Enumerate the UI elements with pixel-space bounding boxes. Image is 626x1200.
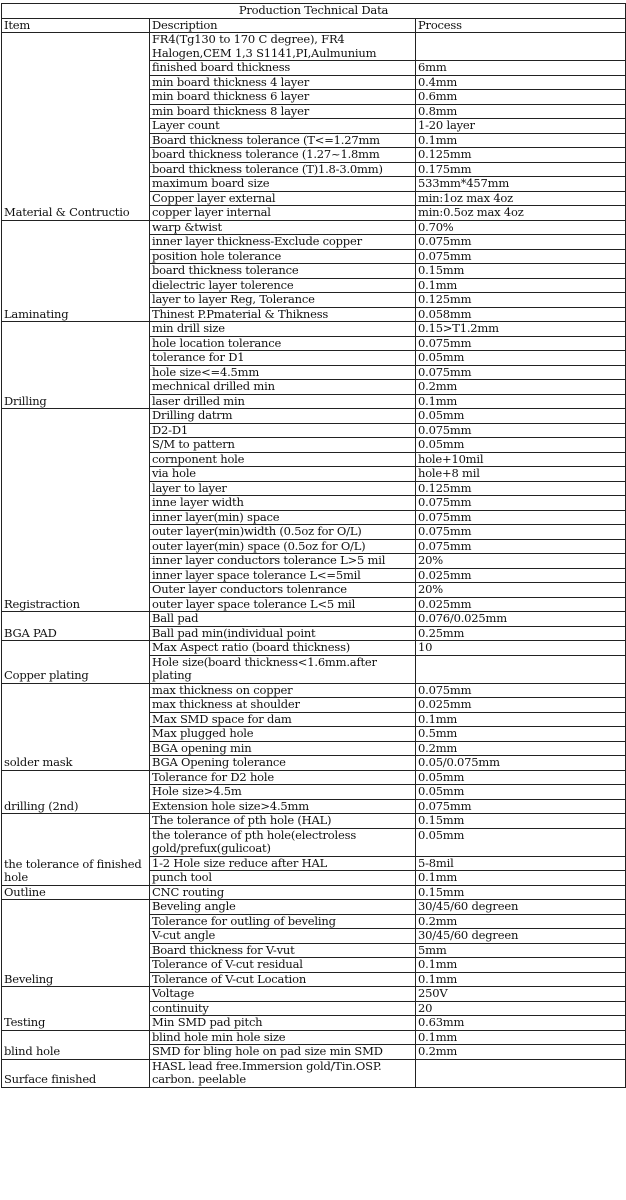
process-header: Process bbox=[416, 18, 626, 33]
item-group-label: blind hole bbox=[2, 1030, 150, 1059]
description-cell: outer layer space tolerance L<5 mil bbox=[150, 597, 416, 612]
description-cell: maximum board size bbox=[150, 177, 416, 192]
description-cell: Board thickness for V-vut bbox=[150, 943, 416, 958]
description-cell: Max Aspect ratio (board thickness) bbox=[150, 641, 416, 656]
process-cell: 0.1mm bbox=[416, 712, 626, 727]
process-cell: 0.075mm bbox=[416, 423, 626, 438]
description-cell: FR4(Tg130 to 170 C degree), FR4 Halogen,CEM 1,3 S1141,PI,Aulmunium bbox=[150, 33, 416, 61]
process-cell: 0.1mm bbox=[416, 1030, 626, 1045]
process-cell: 0.1mm bbox=[416, 871, 626, 886]
description-cell: Board thickness tolerance (T<=1.27mm bbox=[150, 133, 416, 148]
process-cell: 5-8mil bbox=[416, 856, 626, 871]
process-cell: 5mm bbox=[416, 943, 626, 958]
process-cell: 0.075mm bbox=[416, 336, 626, 351]
description-cell: inner layer conductors tolerance L>5 mil bbox=[150, 554, 416, 569]
description-cell: mechnical drilled min bbox=[150, 380, 416, 395]
item-group-label: Beveling bbox=[2, 900, 150, 987]
description-cell: 1-2 Hole size reduce after HAL bbox=[150, 856, 416, 871]
process-cell: 0.2mm bbox=[416, 380, 626, 395]
description-cell: via hole bbox=[150, 467, 416, 482]
description-cell: Voltage bbox=[150, 987, 416, 1002]
process-cell: 0.2mm bbox=[416, 1045, 626, 1060]
description-cell: max thickness on copper bbox=[150, 683, 416, 698]
process-cell: 0.05mm bbox=[416, 438, 626, 453]
item-group-label: Outline bbox=[2, 885, 150, 900]
description-cell: board thickness tolerance bbox=[150, 264, 416, 279]
description-cell: layer to layer Reg, Tolerance bbox=[150, 293, 416, 308]
table-row bbox=[2, 770, 626, 785]
table-row bbox=[2, 900, 626, 915]
description-cell: punch tool bbox=[150, 871, 416, 886]
process-cell: 0.15>T1.2mm bbox=[416, 322, 626, 337]
description-cell: layer to layer bbox=[150, 481, 416, 496]
description-cell: min drill size bbox=[150, 322, 416, 337]
process-cell: 0.05mm bbox=[416, 770, 626, 785]
description-cell: the tolerance of pth hole(electroless gold/prefux(gulicoat) bbox=[150, 828, 416, 856]
description-cell: Layer count bbox=[150, 119, 416, 134]
item-group-label: Material & Contructio bbox=[2, 33, 150, 221]
process-cell: 0.075mm bbox=[416, 365, 626, 380]
description-cell: laser drilled min bbox=[150, 394, 416, 409]
description-cell: Extension hole size>4.5mm bbox=[150, 799, 416, 814]
process-cell: 0.15mm bbox=[416, 885, 626, 900]
process-cell: hole+8 mil bbox=[416, 467, 626, 482]
description-cell: Thinest P.Pmaterial & Thikness bbox=[150, 307, 416, 322]
table-row bbox=[2, 409, 626, 424]
description-cell: BGA opening min bbox=[150, 741, 416, 756]
description-header: Description bbox=[150, 18, 416, 33]
process-cell: 0.1mm bbox=[416, 958, 626, 973]
process-cell: 0.25mm bbox=[416, 626, 626, 641]
process-cell: 20 bbox=[416, 1001, 626, 1016]
item-group-label: the tolerance of finished hole bbox=[2, 814, 150, 886]
description-cell: D2-D1 bbox=[150, 423, 416, 438]
process-cell: 0.05mm bbox=[416, 351, 626, 366]
description-cell: Hole size(board thickness<1.6mm.after plating bbox=[150, 655, 416, 683]
item-header: Item bbox=[2, 18, 150, 33]
table-row bbox=[2, 641, 626, 656]
process-cell: 0.025mm bbox=[416, 597, 626, 612]
process-cell: min:1oz max 4oz bbox=[416, 191, 626, 206]
item-group-label: Copper plating bbox=[2, 641, 150, 684]
description-cell: position hole tolerance bbox=[150, 249, 416, 264]
description-cell: Beveling angle bbox=[150, 900, 416, 915]
process-cell: hole+10mil bbox=[416, 452, 626, 467]
process-cell: 0.5mm bbox=[416, 727, 626, 742]
description-cell: Tolerance of V-cut residual bbox=[150, 958, 416, 973]
process-cell: 0.05mm bbox=[416, 828, 626, 856]
table-row bbox=[2, 987, 626, 1002]
description-cell: SMD for bling hole on pad size min SMD bbox=[150, 1045, 416, 1060]
description-cell: Min SMD pad pitch bbox=[150, 1016, 416, 1031]
description-cell: finished board thickness bbox=[150, 61, 416, 76]
description-cell: Ball pad bbox=[150, 612, 416, 627]
table-row bbox=[2, 1030, 626, 1045]
process-cell: 0.1mm bbox=[416, 394, 626, 409]
process-cell: 0.075mm bbox=[416, 235, 626, 250]
process-cell: 250V bbox=[416, 987, 626, 1002]
table-row bbox=[2, 814, 626, 829]
description-cell: Hole size>4.5m bbox=[150, 785, 416, 800]
table-row bbox=[2, 322, 626, 337]
table-row bbox=[2, 33, 626, 61]
title-row bbox=[2, 4, 626, 19]
process-cell: 0.075mm bbox=[416, 683, 626, 698]
description-cell: outer layer(min)width (0.5oz for O/L) bbox=[150, 525, 416, 540]
production-data-table bbox=[1, 3, 626, 1088]
process-cell: 0.075mm bbox=[416, 496, 626, 511]
description-cell: S/M to pattern bbox=[150, 438, 416, 453]
process-cell: 1-20 layer bbox=[416, 119, 626, 134]
description-cell: inner layer space tolerance L<=5mil bbox=[150, 568, 416, 583]
description-cell: dielectric layer tolerence bbox=[150, 278, 416, 293]
description-cell: inne layer width bbox=[150, 496, 416, 511]
process-cell: 0.125mm bbox=[416, 293, 626, 308]
process-cell: 0.05/0.075mm bbox=[416, 756, 626, 771]
process-cell: 0.6mm bbox=[416, 90, 626, 105]
description-cell: board thickness tolerance (1.27~1.8mm bbox=[150, 148, 416, 163]
description-cell: Copper layer external bbox=[150, 191, 416, 206]
description-cell: Max SMD space for dam bbox=[150, 712, 416, 727]
process-cell: 0.025mm bbox=[416, 698, 626, 713]
description-cell: V-cut angle bbox=[150, 929, 416, 944]
process-cell: 20% bbox=[416, 554, 626, 569]
description-cell: Tolerance for outling of beveling bbox=[150, 914, 416, 929]
item-group-label: solder mask bbox=[2, 683, 150, 770]
process-cell: 0.63mm bbox=[416, 1016, 626, 1031]
description-cell: CNC routing bbox=[150, 885, 416, 900]
process-cell: 0.2mm bbox=[416, 741, 626, 756]
process-cell bbox=[416, 1059, 626, 1087]
process-cell: min:0.5oz max 4oz bbox=[416, 206, 626, 221]
process-cell: 0.1mm bbox=[416, 278, 626, 293]
process-cell: 6mm bbox=[416, 61, 626, 76]
description-cell: Ball pad min(individual point bbox=[150, 626, 416, 641]
process-cell: 0.15mm bbox=[416, 814, 626, 829]
process-cell: 0.1mm bbox=[416, 133, 626, 148]
process-cell: 0.05mm bbox=[416, 409, 626, 424]
description-cell: max thickness at shoulder bbox=[150, 698, 416, 713]
description-cell: min board thickness 6 layer bbox=[150, 90, 416, 105]
process-cell: 0.025mm bbox=[416, 568, 626, 583]
process-cell: 0.076/0.025mm bbox=[416, 612, 626, 627]
process-cell: 0.4mm bbox=[416, 75, 626, 90]
process-cell: 0.2mm bbox=[416, 914, 626, 929]
description-cell: HASL lead free.Immersion gold/Tin.OSP. carbon. peelable bbox=[150, 1059, 416, 1087]
process-cell: 0.1mm bbox=[416, 972, 626, 987]
process-cell: 10 bbox=[416, 641, 626, 656]
description-cell: continuity bbox=[150, 1001, 416, 1016]
process-cell: 30/45/60 degreen bbox=[416, 929, 626, 944]
description-cell: Tolerance for D2 hole bbox=[150, 770, 416, 785]
item-group-label: Drilling bbox=[2, 322, 150, 409]
description-cell: board thickness tolerance (T)1.8-3.0mm) bbox=[150, 162, 416, 177]
description-cell: min board thickness 4 layer bbox=[150, 75, 416, 90]
item-group-label: BGA PAD bbox=[2, 612, 150, 641]
process-cell: 0.075mm bbox=[416, 249, 626, 264]
description-cell: BGA Opening tolerance bbox=[150, 756, 416, 771]
description-cell: inner layer thickness-Exclude copper bbox=[150, 235, 416, 250]
process-cell: 0.075mm bbox=[416, 510, 626, 525]
header-row bbox=[2, 18, 626, 33]
description-cell: Max plugged hole bbox=[150, 727, 416, 742]
table-row bbox=[2, 1059, 626, 1087]
process-cell: 0.075mm bbox=[416, 539, 626, 554]
process-cell bbox=[416, 33, 626, 61]
description-cell: min board thickness 8 layer bbox=[150, 104, 416, 119]
process-cell: 20% bbox=[416, 583, 626, 598]
description-cell: inner layer(min) space bbox=[150, 510, 416, 525]
description-cell: blind hole min hole size bbox=[150, 1030, 416, 1045]
description-cell: hole location tolerance bbox=[150, 336, 416, 351]
table-body bbox=[2, 4, 626, 1088]
process-cell: 0.075mm bbox=[416, 525, 626, 540]
item-group-label: Testing bbox=[2, 987, 150, 1031]
item-group-label: Registraction bbox=[2, 409, 150, 612]
description-cell: copper layer internal bbox=[150, 206, 416, 221]
description-cell: warp &twist bbox=[150, 220, 416, 235]
process-cell: 0.175mm bbox=[416, 162, 626, 177]
description-cell: outer layer(min) space (0.5oz for O/L) bbox=[150, 539, 416, 554]
item-group-label: Laminating bbox=[2, 220, 150, 322]
process-cell: 0.075mm bbox=[416, 799, 626, 814]
description-cell: hole size<=4.5mm bbox=[150, 365, 416, 380]
description-cell: Drilling datrm bbox=[150, 409, 416, 424]
process-cell bbox=[416, 655, 626, 683]
table-row bbox=[2, 683, 626, 698]
item-group-label: Surface finished bbox=[2, 1059, 150, 1087]
description-cell: The tolerance of pth hole (HAL) bbox=[150, 814, 416, 829]
table-row bbox=[2, 885, 626, 900]
process-cell: 0.8mm bbox=[416, 104, 626, 119]
process-cell: 0.125mm bbox=[416, 481, 626, 496]
item-group-label: drilling (2nd) bbox=[2, 770, 150, 814]
process-cell: 533mm*457mm bbox=[416, 177, 626, 192]
description-cell: cornponent hole bbox=[150, 452, 416, 467]
process-cell: 30/45/60 degreen bbox=[416, 900, 626, 915]
description-cell: Outer layer conductors tolenrance bbox=[150, 583, 416, 598]
process-cell: 0.058mm bbox=[416, 307, 626, 322]
description-cell: tolerance for D1 bbox=[150, 351, 416, 366]
process-cell: 0.125mm bbox=[416, 148, 626, 163]
table-row bbox=[2, 220, 626, 235]
process-cell: 0.15mm bbox=[416, 264, 626, 279]
process-cell: 0.70% bbox=[416, 220, 626, 235]
description-cell: Tolerance of V-cut Location bbox=[150, 972, 416, 987]
process-cell: 0.05mm bbox=[416, 785, 626, 800]
table-title: Production Technical Data bbox=[2, 4, 626, 19]
table-row bbox=[2, 612, 626, 627]
